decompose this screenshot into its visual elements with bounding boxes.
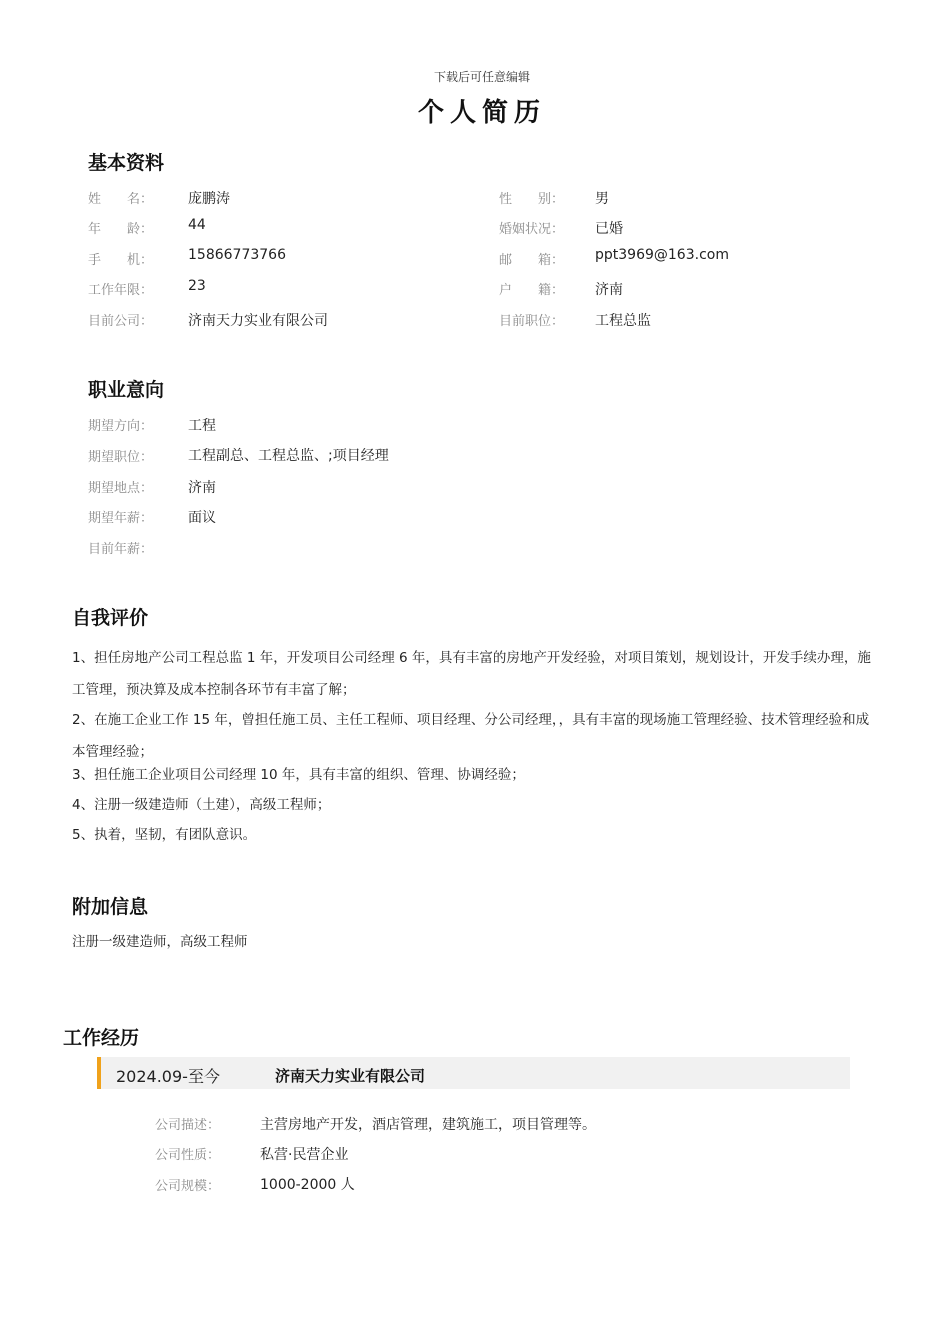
value-name: 庞鹏涛 [188,191,230,207]
value-current-position: 工程总监 [595,313,651,329]
label-company-type: 公司性质： [155,1148,221,1163]
self-evaluation-item: 2、在施工企业工作 15 年，曾担任施工员、主任工程师、项目经理、分公司经理，，具有丰富的现场施工管理经验、技术管理经验和成本管理经验； [72,712,870,760]
label-expected-direction: 期望方向： [88,419,154,434]
value-years-of-work: 23 [188,278,206,294]
section-heading-self-evaluation: 自我评价 [72,607,149,629]
label-current-position: 目前职位： [499,314,565,329]
self-evaluation-item: 5、执着，坚韧，有团队意识。 [72,827,257,843]
label-expected-location: 期望地点： [88,481,154,496]
label-household-registration: 户 籍： [499,283,565,298]
value-household-registration: 济南 [595,282,623,298]
section-heading-career-intent: 职业意向 [88,379,165,401]
self-evaluation-item: 3、担任施工企业项目公司经理 10 年，具有丰富的组织、管理、协调经验； [72,767,525,783]
edit-note: 下载后可任意编辑 [433,70,530,84]
value-age: 44 [188,217,206,233]
job-company: 济南天力实业有限公司 [275,1067,426,1085]
label-years-of-work: 工作年限： [88,283,154,298]
label-age: 年 龄： [88,222,154,237]
label-marital-status: 婚姻状况： [499,222,565,237]
label-current-salary: 目前年薪： [88,542,154,557]
label-company-size: 公司规模： [155,1179,221,1194]
self-evaluation-item: 4、注册一级建造师（土建），高级工程师； [72,797,331,813]
value-expected-salary: 面议 [188,510,216,526]
section-heading-basic-info: 基本资料 [88,152,165,174]
label-expected-salary: 期望年薪： [88,511,154,526]
page-title: 个人简历 [417,98,546,128]
label-expected-position: 期望职位： [88,450,154,465]
label-company-description: 公司描述： [155,1118,221,1133]
label-name: 姓 名： [88,192,154,207]
section-heading-work-experience: 工作经历 [63,1027,140,1049]
value-gender: 男 [595,191,609,207]
value-current-company: 济南天力实业有限公司 [188,313,328,329]
self-evaluation-item: 1、担任房地产公司工程总监 1 年，开发项目公司经理 6 年，具有丰富的房地产开发经验，对项目策划，规划设计，开发手续办理，施工管理，预决算及成本控制各环节有丰富了解； [72,650,871,698]
value-company-type: 私营·民营企业 [260,1147,349,1163]
additional-info-text: 注册一级建造师，高级工程师 [72,934,248,950]
value-expected-direction: 工程 [188,418,216,434]
section-heading-additional-info: 附加信息 [72,896,149,918]
value-email: ppt3969@163.com [595,247,729,263]
value-mobile: 15866773766 [188,247,286,263]
label-current-company: 目前公司： [88,314,154,329]
label-mobile: 手 机： [88,253,154,268]
value-marital-status: 已婚 [595,221,623,237]
value-expected-position: 工程副总、工程总监、;项目经理 [188,448,389,464]
value-expected-location: 济南 [188,480,216,496]
value-company-size: 1000-2000 人 [260,1177,355,1193]
label-gender: 性 别： [499,192,565,207]
value-company-description: 主营房地产开发，酒店管理，建筑施工，项目管理等。 [260,1117,596,1133]
label-email: 邮 箱： [499,253,565,268]
job-period: 2024.09-至今 [116,1067,220,1086]
